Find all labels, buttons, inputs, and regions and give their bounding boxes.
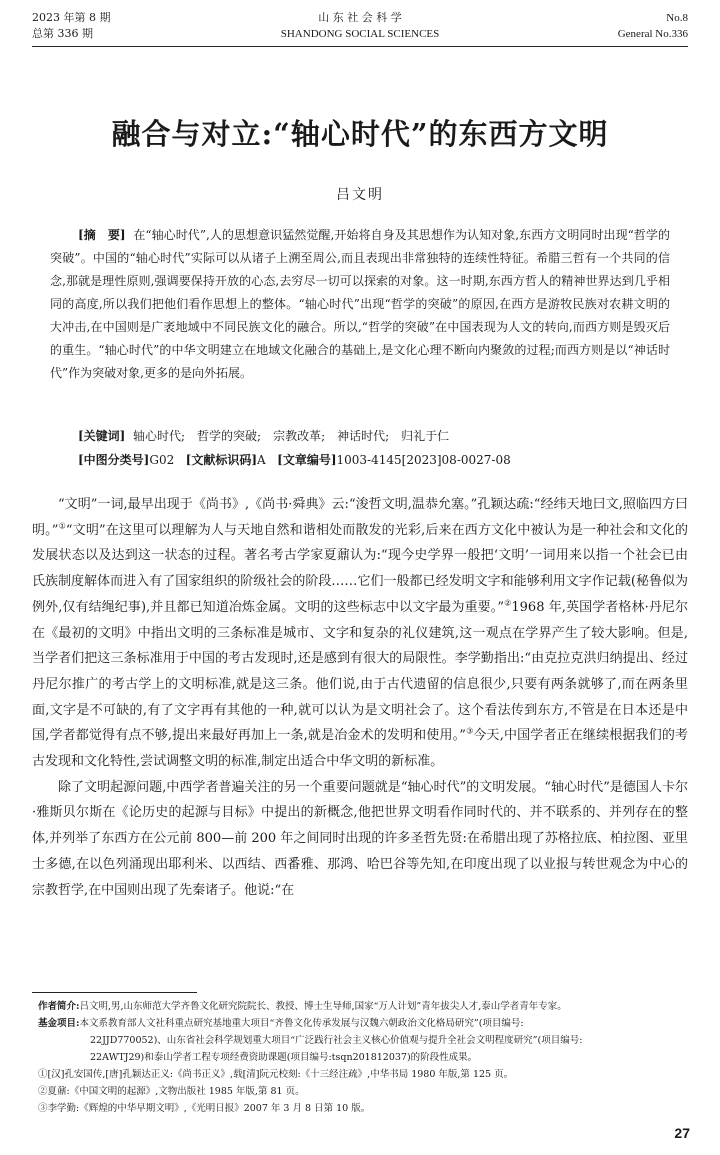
body-text-segment: “文明”一词,最早出现于《尚书》,《尚书·舜典》云:“浚哲文明,温恭允塞。”孔颖达疏:“经纬天地曰文,照临四方曰明。” bbox=[32, 497, 688, 538]
clc-value: G02 bbox=[149, 453, 175, 467]
page-number: 27 bbox=[674, 1125, 690, 1141]
general-number-en: General No.336 bbox=[617, 28, 688, 40]
article-title: 融合与对立:“轴心时代”的东西方文明 bbox=[111, 117, 609, 151]
footnote-ref-3[interactable]: ③ bbox=[465, 727, 474, 736]
classification-line bbox=[78, 449, 670, 472]
fund-continued: 22AWTJ29)和泰山学者工程专项经费资助课题(项目编号:tsqn201812037)的阶段性成果。 bbox=[90, 1052, 478, 1063]
abstract bbox=[50, 224, 670, 385]
body-text-segment: 1968 年,英国学者格林·丹尼尔在《最初的文明》中指出文明的三条标准是城市、文字和复杂的礼仪建筑,这一观点在学界产生了较大影响。但是,当学者们把这三条标准用于中国的考古发现时,还是感到有很大的局限性。李学勤指出:“由克拉克洪归纳提出、经过丹尼尔推广的考古学上的文明标准,就是这三条。他们说,由于古代遗留的信息很少,只要有两条就够了,而在两条里面,文字是不可缺的,有了文字再有其他的一种,就可以认为是文明社会了。这个看法传到东方,不管是在日本还是中国,学者都觉得有点不够,提出来最好再加上一条,就是冶金术的发明和使用。” bbox=[32, 599, 689, 744]
body-text-segment: “文明”在这里可以理解为人与天地自然和谐相处而散发的光彩,后来在西方文化中被认为是一种社会和文化的发展状态以及达到这一状态的过程。著名考古学家夏鼐认为:“现今史学界一般把‘文明’一词用来以指一个社会已由氏族制度解体而进入有了国家组织的阶级社会的阶段……它们一般都已经发明文字和能够利用文字作记载(秘鲁似为例外,仅有结绳纪事),并且都已知道冶炼金属。文明的这些标志中以文字最为重要。” bbox=[32, 522, 688, 615]
footnote-1: ①[汉]孔安国传,[唐]孔颖达正义:《尚书正义》,载[清]阮元校刻:《十三经注疏》,中华书局 1980 年版,第 125 页。 bbox=[38, 1069, 514, 1080]
issue-info-en bbox=[618, 10, 688, 42]
issue-number: 2023 年第 8 期 bbox=[32, 11, 111, 24]
fund-text: 本文系教育部人文社科重点研究基地重大项目“齐鲁文化传承发展与汉魏六朝政治文化格局研究”(项目编号: bbox=[79, 1018, 524, 1029]
journal-name-cn: 山 东 社 会 科 学 bbox=[318, 11, 402, 24]
article-number-label: [文章编号] bbox=[277, 453, 337, 467]
header-divider bbox=[32, 46, 688, 47]
abstract-text: 在“轴心时代”,人的思想意识猛然觉醒,开始将自身及其思想作为认知对象,东西方文明同时出现“哲学的突破”。中国的“轴心时代”实际可以从诸子上溯至周公,而且表现出非常独特的连续性特征。希腊三哲有一个共同的信念,那就是理性原则,强调要保持开放的心态,去穷尽一切可以探索的对象。这一时期,东西方哲人的精神世界达到几乎相同的高度,所以我们把他们看作思想上的整体。“轴心时代”出现“哲学的突破”的原因,在西方是游牧民族对农耕文明的大冲击,在中国则是广袤地域中不同民族文化的融合。所以,“哲学的突破”在中国表现为人文的转向,而西方则是毁灭后的重生。“轴心时代”的中华文明建立在地域文化融合的基础上,是文化心理不断向内聚敛的过程;而西方则是以“神话时代”作为突破对象,更多的是向外拓展。 bbox=[50, 228, 670, 380]
author-bio bbox=[38, 998, 688, 1015]
running-header bbox=[32, 10, 688, 50]
article-body bbox=[32, 492, 688, 903]
footnote-2: ②夏鼐:《中国文明的起源》,文物出版社 1985 年版,第 81 页。 bbox=[38, 1086, 305, 1097]
fund-info bbox=[38, 1015, 688, 1032]
abstract-label: [摘 要] bbox=[78, 228, 126, 242]
body-paragraph: 除了文明起源问题,中西学者普遍关注的另一个重要问题就是“轴心时代”的文明发展。“轴心时代”是德国人卡尔·雅斯贝尔斯在《论历史的起源与目标》中提出的新概念,他把世界文明看作同时代的、并不联系的、并列存在的整体,并列举了东西方在公元前 800—前 200 年之间同时出现的许多圣哲先贤:在希腊出现了苏格拉底、柏拉图、亚里士多德,在以色列涌现出耶利米、以西结、西番雅、那鸿、哈巴谷等先知,在印度出现了以业报与转世观念为中心的宗教哲学,在中国则出现了先秦诸子。他说:“在 bbox=[32, 779, 688, 898]
footnotes bbox=[38, 998, 688, 1117]
author-bio-text: 吕文明,男,山东师范大学齐鲁文化研究院院长、教授、博士生导师,国家“万人计划”青年拔尖人才,泰山学者青年专家。 bbox=[79, 1001, 567, 1012]
article-number-value: 1003-4145[2023]08-0027-08 bbox=[336, 453, 511, 467]
keywords-text: 轴心时代; 哲学的突破; 宗教改革; 神话时代; 归礼于仁 bbox=[133, 429, 450, 443]
fund-continued: 22JJD770052)、山东省社会科学规划重大项目“广泛践行社会主义核心价值观与提升全社会文明程度研究”(项目编号: bbox=[90, 1035, 583, 1046]
journal-name-en: SHANDONG SOCIAL SCIENCES bbox=[280, 28, 440, 40]
clc-label: [中图分类号] bbox=[78, 453, 150, 467]
footnote-ref-1[interactable]: ① bbox=[58, 521, 66, 531]
author-bio-label: 作者简介: bbox=[38, 1001, 80, 1012]
total-issue-number: 总第 336 期 bbox=[32, 27, 93, 40]
footnote-ref-2[interactable]: ② bbox=[504, 598, 512, 608]
doc-code-label: [文献标识码] bbox=[185, 453, 258, 467]
body-paragraph bbox=[32, 492, 688, 775]
article-author: 吕文明 bbox=[336, 187, 384, 203]
fund-label: 基金项目: bbox=[38, 1018, 80, 1029]
doc-code-value: A bbox=[257, 453, 266, 467]
footnote-divider bbox=[32, 992, 197, 993]
footnote-3: ③李学勤:《辉煌的中华早期文明》,《光明日报》2007 年 3 月 8 日第 10 版。 bbox=[38, 1103, 371, 1114]
keywords-label: [关键词] bbox=[78, 429, 126, 443]
journal-name bbox=[32, 10, 688, 42]
issue-number-en: No.8 bbox=[666, 12, 688, 24]
body-text-segment: 今天,中国学者正在继续根据我们的考古发现和文化特性,尝试调整文明的标准,制定出适合中华文明的新标准。 bbox=[32, 728, 688, 770]
keywords bbox=[78, 425, 670, 448]
